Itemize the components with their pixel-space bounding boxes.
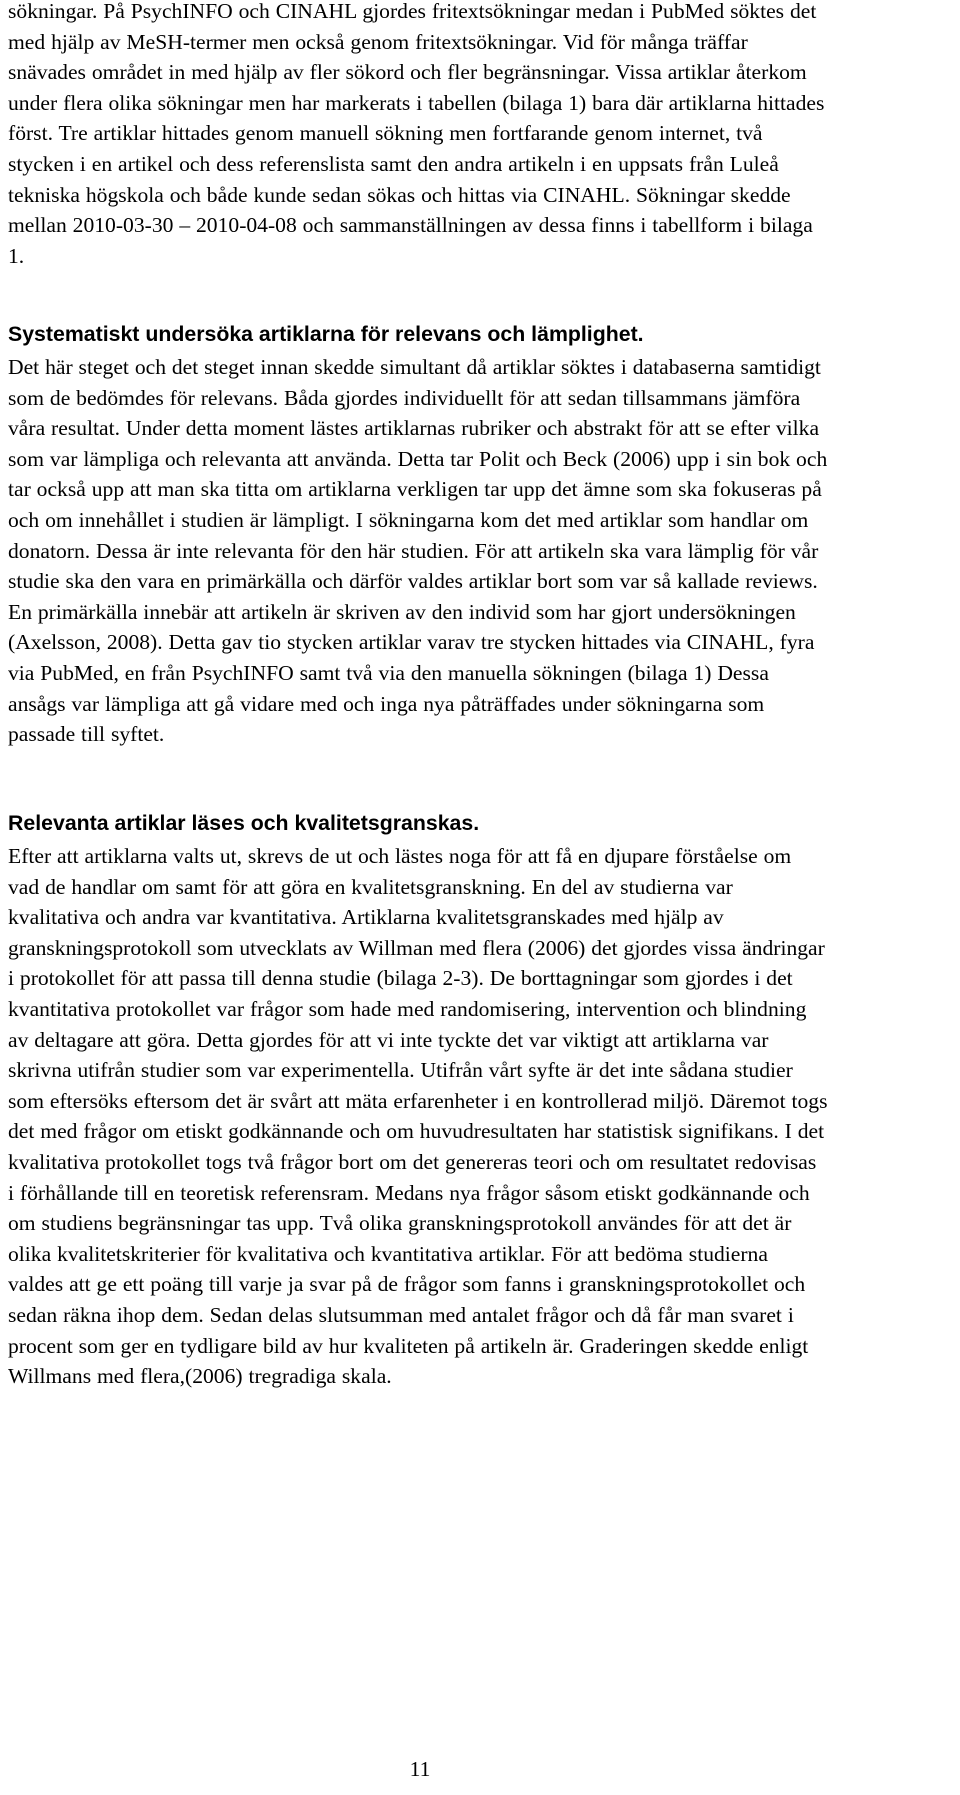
- page-number: 11: [409, 1757, 431, 1781]
- body-paragraph: Efter att artiklarna valts ut, skrevs de ut och lästes noga för att få en djupare förståelse om vad de handlar om samt för att göra en kvalitetsgranskning. En del av studierna var kvalitativa och andra var kvantitativa. Artiklarna kvalitetsgranskades med hjälp av granskningsprotokoll som utvecklats av Willman med flera (2006) det gjordes vissa ändringar i protokollet för att passa till denna studie (bilaga 2-3). De borttagningar som gjordes i det kvantitativa protokollet var frågor som hade med randomisering, intervention och blindning av deltagare att göra. Detta gjordes för att vi inte tyckte det var viktigt att artiklarna var skrivna utifrån studier som var experimentella. Utifrån vårt syfte är det inte sådana studier som eftersöks eftersom det är svårt att mäta erfarenheter i en kontrollerad miljö. Däremot togs det med frågor om etiskt godkännande och om huvudresultaten har statistisk signifikans. I det kvalitativa protokollet togs två frågor bort om det genereras teori och om resultatet redovisas i förhållande till en teoretisk referensram. Medans nya frågor såsom etiskt godkännande och om studiens begränsningar tas upp. Två olika granskningsprotokoll användes för att det är olika kvalitetskriterier för kvalitativa och kvantitativa artiklar. För att bedöma studierna valdes att ge ett poäng till varje ja svar på de frågor som fanns i granskningsprotokollet och sedan räkna ihop dem. Sedan delas slutsumman med antalet frågor och då får man svaret i procent som ger en tydligare bild av hur kvaliteten på artikeln är. Graderingen skedde enligt Willmans med flera,(2006) tregradiga skala.: [8, 844, 828, 1389]
- section-heading: Systematiskt undersöka artiklarna för relevans och lämplighet.: [8, 322, 644, 346]
- section-heading: Relevanta artiklar läses och kvalitetsgranskas.: [8, 811, 480, 835]
- body-paragraph: sökningar. På PsychINFO och CINAHL gjordes fritextsökningar medan i PubMed söktes det med hjälp av MeSH-termer men också genom fritextsökningar. Vid för många träffar snävades området in med hjälp av fler sökord och fler begränsningar. Vissa artiklar återkom under flera olika sökningar men har markerats i tabellen (bilaga 1) bara där artiklarna hittades först. Tre artiklar hittades genom manuell sökning men fortfarande genom internet, två stycken i en artikel och dess referenslista samt den andra artikeln i en uppsats från Luleå tekniska högskola och både kunde sedan sökas och hittas via CINAHL. Sökningar skedde mellan 2010-03-30 – 2010-04-08 och sammanställningen av dessa finns i tabellform i bilaga 1.: [8, 0, 825, 268]
- body-paragraph: Det här steget och det steget innan skedde simultant då artiklar söktes i databaserna samtidigt som de bedömdes för relevans. Båda gjordes individuellt för att sedan tillsammans jämföra våra resultat. Under detta moment lästes artiklarnas rubriker och abstrakt för att se efter vilka som var lämpliga och relevanta att använda. Detta tar Polit och Beck (2006) upp i sin bok och tar också upp att man ska titta om artiklarna verkligen tar upp det ämne som ska fokuseras på och om innehållet i studien är lämpligt. I sökningarna kom det med artiklar som handlar om donatorn. Dessa är inte relevanta för den här studien. För att artikeln ska vara lämplig för vår studie ska den vara en primärkälla och därför valdes artiklar bort som var så kallade reviews. En primärkälla innebär att artikeln är skriven av den individ som har gjort undersökningen (Axelsson, 2008). Detta gav tio stycken artiklar varav tre stycken hittades via CINAHL, fyra via PubMed, en från PsychINFO samt två via den manuella sökningen (bilaga 1) Dessa ansågs var lämpliga att gå vidare med och inga nya påträffades under sökningarna som passade till syftet.: [8, 355, 828, 747]
